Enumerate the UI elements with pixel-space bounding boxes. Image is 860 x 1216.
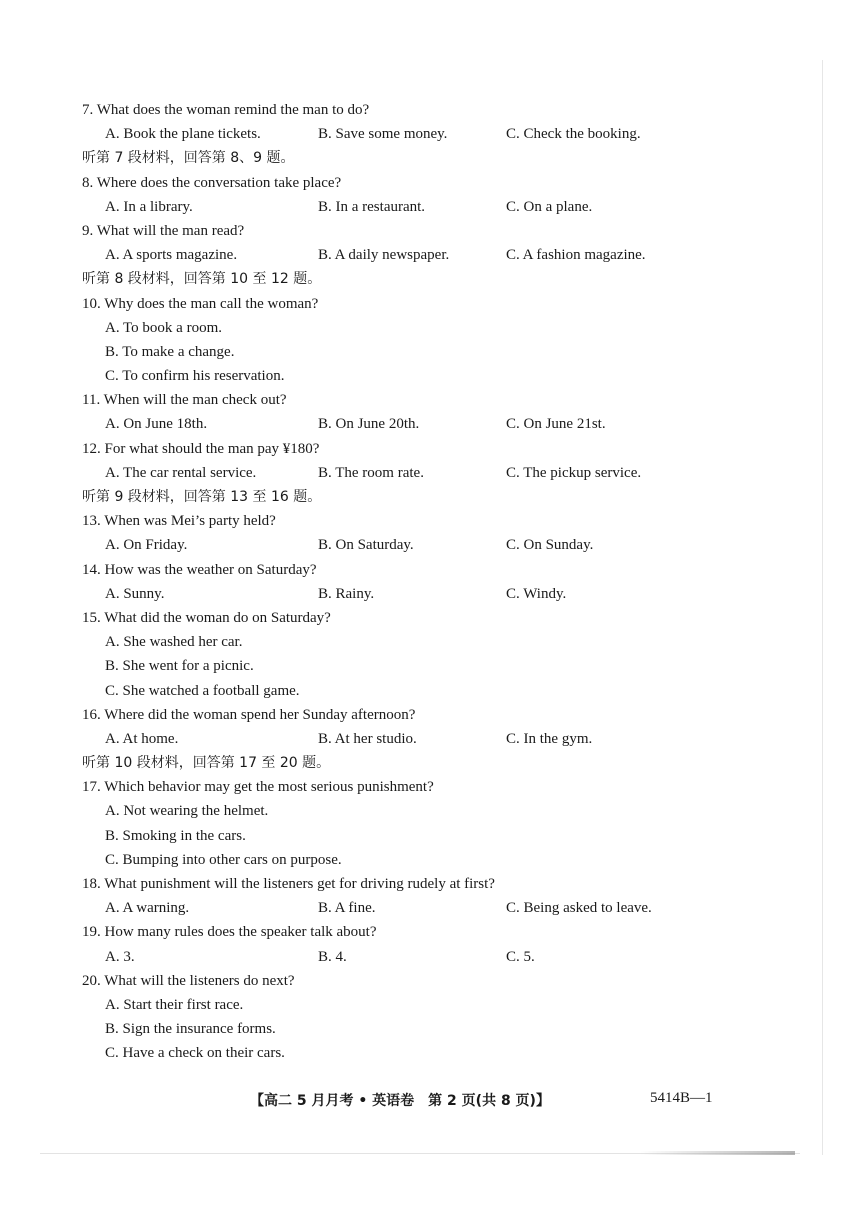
answer-option: C. Have a check on their cars.	[105, 1045, 285, 1062]
answer-option: C. 5.	[506, 948, 535, 965]
question-stem: 11. When will the man check out?	[82, 392, 287, 409]
footer-code: 5414B—1	[650, 1090, 713, 1106]
answer-option: C. To confirm his reservation.	[105, 368, 285, 385]
answer-option: B. She went for a picnic.	[105, 658, 254, 675]
answer-option: B. A daily newspaper.	[318, 247, 450, 264]
answer-option: B. On June 20th.	[318, 416, 420, 433]
question-stem: 15. What did the woman do on Saturday?	[82, 609, 331, 626]
answer-option: C. A fashion magazine.	[506, 247, 646, 264]
answer-option: A. In a library.	[105, 198, 193, 215]
question-stem: 17. Which behavior may get the most serious punishment?	[82, 779, 434, 796]
answer-option: B. Save some money.	[318, 126, 448, 143]
answer-option: B. In a restaurant.	[318, 198, 426, 215]
question-stem: 9. What will the man read?	[82, 222, 245, 239]
answer-options-row	[82, 945, 802, 969]
answer-options-row	[82, 412, 802, 436]
answer-option: B. At her studio.	[318, 730, 417, 747]
answer-options-row	[82, 243, 802, 267]
section-instruction: 听第 9 段材料，回答第 13 至 16 题。	[82, 489, 322, 505]
scan-smudge	[640, 1151, 795, 1155]
question-stem: 14. How was the weather on Saturday?	[82, 561, 317, 578]
answer-option: C. In the gym.	[506, 730, 593, 747]
section-instruction: 听第 10 段材料，回答第 17 至 20 题。	[82, 755, 331, 772]
answer-option: B. 4.	[318, 948, 347, 965]
answer-option: A. The car rental service.	[105, 464, 257, 481]
question-stem: 13. When was Mei’s party held?	[82, 513, 276, 530]
question-list	[82, 98, 802, 1066]
answer-option: C. Check the booking.	[506, 126, 641, 143]
question-stem: 8. Where does the conversation take place?	[82, 174, 342, 191]
answer-option: C. On June 21st.	[506, 416, 606, 433]
answer-option: C. Being asked to leave.	[506, 900, 652, 917]
answer-option: B. Sign the insurance forms.	[105, 1021, 276, 1038]
question-stem: 18. What punishment will the listeners get for driving rudely at first?	[82, 876, 495, 892]
question-stem: 7. What does the woman remind the man to do?	[82, 102, 370, 118]
answer-option: B. Rainy.	[318, 585, 375, 602]
answer-option: A. Not wearing the helmet.	[105, 803, 269, 820]
answer-options-row	[82, 461, 802, 485]
question-stem: 12. For what should the man pay ¥180?	[82, 440, 320, 457]
answer-option: A. On Friday.	[105, 537, 188, 554]
section-instruction: 听第 7 段材料，回答第 8、9 题。	[82, 150, 295, 167]
answer-option: B. Smoking in the cars.	[105, 827, 246, 844]
page-footer	[0, 1090, 860, 1112]
answer-option: C. She watched a football game.	[105, 682, 300, 699]
answer-option: A. Book the plane tickets.	[105, 126, 261, 143]
answer-option: C. On Sunday.	[506, 537, 594, 554]
answer-option: B. On Saturday.	[318, 537, 414, 554]
answer-option: B. The room rate.	[318, 464, 424, 481]
answer-options-row	[82, 727, 802, 751]
answer-options-row	[82, 582, 802, 606]
answer-option: A. On June 18th.	[105, 416, 208, 433]
answer-options-row	[82, 533, 802, 557]
question-stem: 19. How many rules does the speaker talk about?	[82, 924, 377, 941]
answer-option: A. To book a room.	[105, 319, 222, 336]
answer-option: C. Bumping into other cars on purpose.	[105, 851, 342, 868]
answer-option: A. Sunny.	[105, 585, 165, 602]
answer-option: A. 3.	[105, 948, 135, 965]
answer-option: B. A fine.	[318, 900, 376, 917]
answer-option: C. Windy.	[506, 585, 567, 602]
question-stem: 10. Why does the man call the woman?	[82, 295, 319, 312]
page-edge	[822, 60, 823, 1155]
answer-option: A. She washed her car.	[105, 634, 243, 651]
answer-option: A. At home.	[105, 730, 179, 747]
question-stem: 20. What will the listeners do next?	[82, 972, 295, 989]
answer-options-row	[82, 896, 802, 920]
question-stem: 16. Where did the woman spend her Sunday afternoon?	[82, 706, 416, 723]
answer-option: C. The pickup service.	[506, 464, 642, 481]
answer-option: B. To make a change.	[105, 343, 235, 360]
answer-options-row	[82, 195, 802, 219]
answer-option: A. Start their first race.	[105, 996, 244, 1013]
answer-options-row	[82, 122, 802, 146]
answer-option: A. A sports magazine.	[105, 247, 238, 264]
footer-title: 【高二 5 月月考 • 英语卷 第 2 页(共 8 页)】	[250, 1093, 550, 1109]
answer-option: C. On a plane.	[506, 198, 593, 215]
section-instruction: 听第 8 段材料，回答第 10 至 12 题。	[82, 271, 322, 288]
answer-option: A. A warning.	[105, 900, 190, 917]
